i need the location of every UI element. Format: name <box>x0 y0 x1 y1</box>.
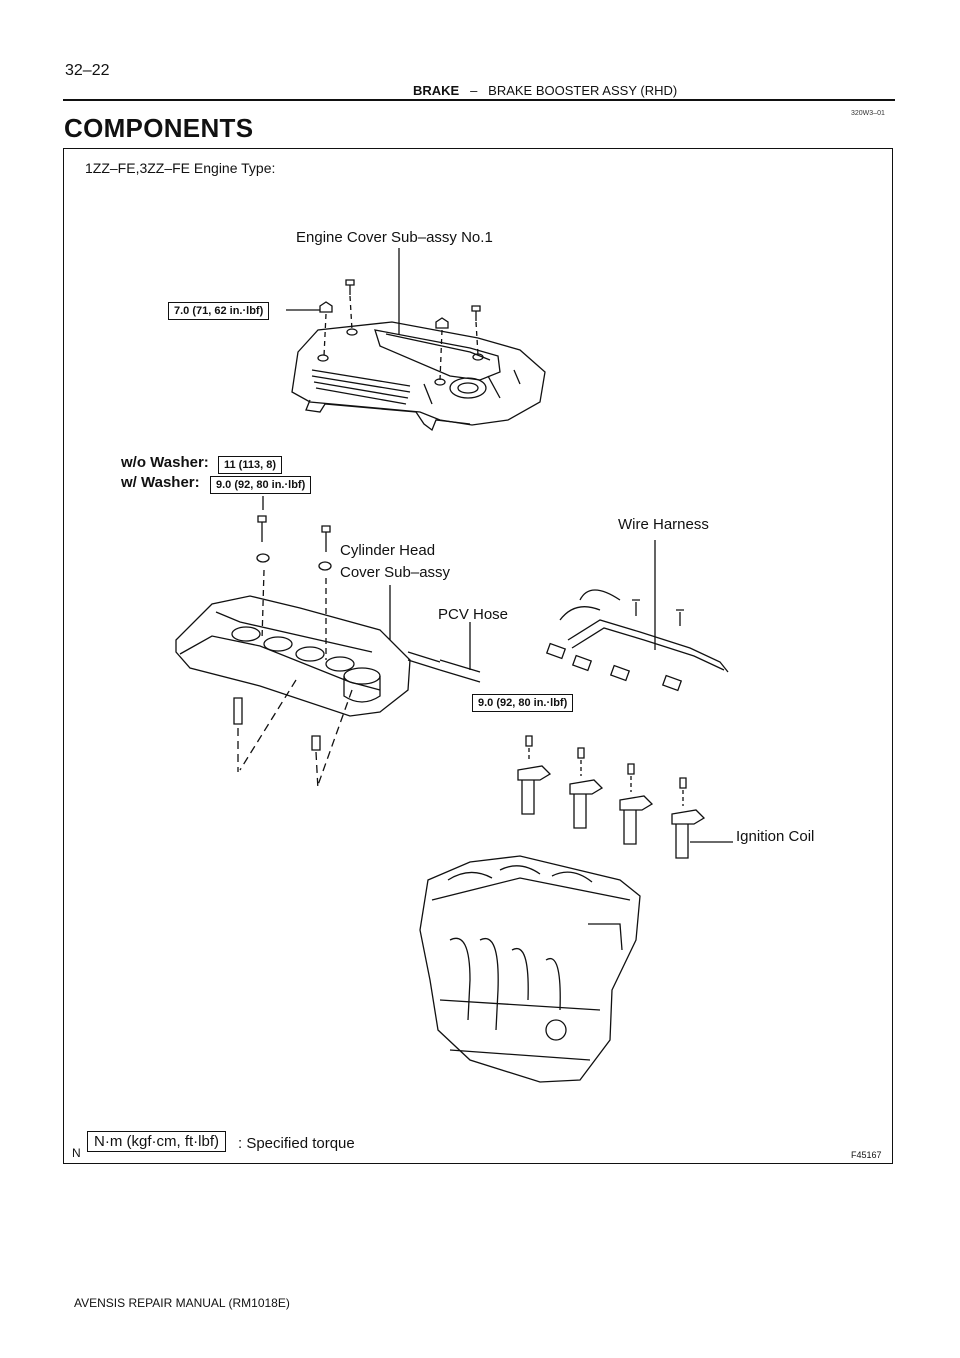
header-separator: – <box>470 83 478 98</box>
cylinder-head-label-line1: Cylinder Head <box>340 542 436 559</box>
torque-ignition-coil: 9.0 (92, 80 in.·lbf) <box>472 694 573 712</box>
figure-code: F45167 <box>851 1150 882 1160</box>
torque-without-washer: 11 (113, 8) <box>218 456 282 474</box>
cylinder-head-cover-drawing <box>176 596 480 716</box>
without-washer-label: w/o Washer: <box>121 454 209 471</box>
page-footer: AVENSIS REPAIR MANUAL (RM1018E) <box>74 1296 290 1310</box>
torque-with-washer: 9.0 (92, 80 in.·lbf) <box>210 476 311 494</box>
engine-type-label: 1ZZ–FE,3ZZ–FE Engine Type: <box>85 160 276 176</box>
page-number: 32–22 <box>65 62 110 79</box>
wire-harness-label: Wire Harness <box>618 516 709 533</box>
pcv-hose-label: PCV Hose <box>438 606 509 623</box>
header-chapter: BRAKE <box>413 83 460 98</box>
with-washer-label: w/ Washer: <box>121 474 200 491</box>
engine-cover-drawing <box>292 322 545 430</box>
corner-mark: N <box>72 1146 81 1160</box>
wire-harness-drawing <box>547 590 728 690</box>
legend-torque-box: N·m (kgf·cm, ft·lbf) <box>87 1131 226 1152</box>
doc-code: 320W3–01 <box>851 110 885 117</box>
engine-cover-label: Engine Cover Sub–assy No.1 <box>296 229 493 246</box>
legend-text: : Specified torque <box>238 1135 355 1152</box>
ignition-coils-drawing <box>518 736 704 858</box>
header-section: BRAKE BOOSTER ASSY (RHD) <box>488 83 678 98</box>
engine-block-drawing <box>420 856 640 1082</box>
ignition-coil-label: Ignition Coil <box>736 828 815 845</box>
cylinder-head-label-line2: Cover Sub–assy <box>340 564 451 581</box>
torque-engine-cover: 7.0 (71, 62 in.·lbf) <box>168 302 269 320</box>
page-title: COMPONENTS <box>64 113 254 143</box>
